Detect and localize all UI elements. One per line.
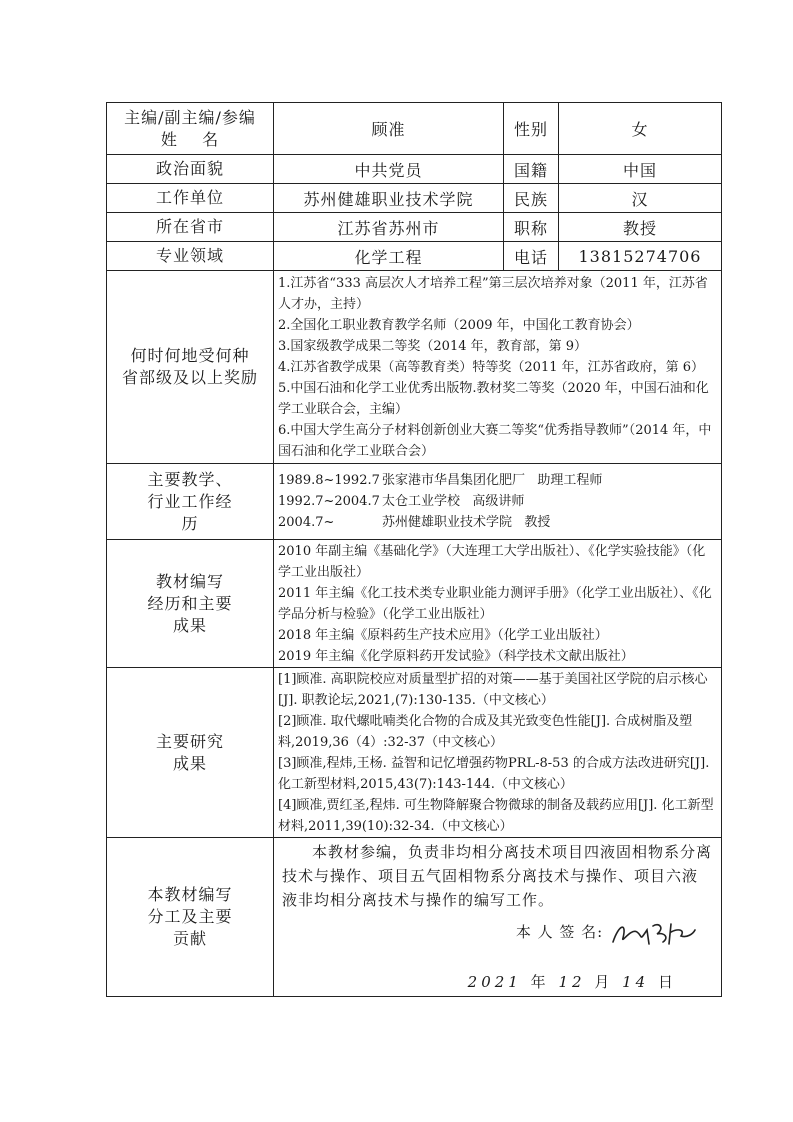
field-label: 专业领域 [107, 242, 274, 271]
textbook-item: 2011 年主编《化工技术类专业职业能力测评手册》（化学工业出版社）、《化学品分析与检验》（化学工业出版社） [278, 585, 712, 622]
name-row [107, 103, 722, 155]
role-content [274, 838, 722, 997]
textbook-item: 2018 年主编《原料药生产技术应用》（化学工业出版社） [278, 627, 608, 643]
work-content [274, 464, 722, 540]
title-value: 教授 [559, 213, 722, 242]
employer-value: 苏州健雄职业技术学院 [274, 184, 504, 213]
date-month-unit: 月 [594, 973, 614, 991]
nationality-value: 中国 [559, 155, 722, 184]
politics-value: 中共党员 [274, 155, 504, 184]
award-item: 1.江苏省“333 高层次人才培养工程”第三层次培养对象（2011 年，江苏省人才办，主持） [278, 275, 708, 312]
phone-value: 13815274706 [559, 242, 722, 271]
textbooks-row [107, 540, 722, 668]
textbooks-label-cell [107, 540, 274, 668]
date-day: 14 [622, 973, 650, 991]
awards-label-line2: 省部级及以上奖励 [121, 368, 258, 387]
research-item: [2]顾准. 取代螺吡喃类化合物的合成及其光致变色性能[J]. 合成树脂及塑料,2019,36（4）:32-37（中文核心） [278, 713, 693, 750]
work-label-line3: 历 [181, 513, 199, 533]
work-row [107, 464, 722, 540]
research-label-line1: 主要研究 [155, 731, 224, 751]
research-item: [4]顾准,贾红圣,程炜. 可生物降解聚合物微球的制备及载药应用[J]. 化工新型材料,2011,39(10):32-34.（中文核心） [278, 797, 714, 834]
field-value: 化学工程 [274, 242, 504, 271]
gender-value: 女 [559, 103, 722, 155]
work-item [278, 491, 717, 512]
role-label-line3: 贡献 [172, 929, 207, 948]
role-label-line1: 本教材编写 [147, 885, 233, 904]
textbooks-label-line2: 经历和主要 [147, 593, 233, 613]
name-label-line1: 主编/副主编/参编 [124, 107, 256, 127]
date-year-unit: 年 [530, 973, 550, 991]
work-label-line2: 行业工作经 [147, 491, 233, 511]
name-label-line2: 姓 名 [160, 129, 220, 149]
role-row [107, 838, 722, 997]
date-month: 12 [558, 973, 586, 991]
awards-label-cell [107, 271, 274, 464]
award-item: 4.江苏省教学成果（高等教育类）特等奖（2011 年，江苏省政府，第 6） [278, 359, 705, 375]
research-item: [3]顾准,程炜,王杨. 益智和记忆增强药物PRL-8-53 的合成方法改进研究[J]. 化工新型材料,2015,43(7):143-144.（中文核心） [278, 755, 710, 792]
award-item: 6.中国大学生高分子材料创新创业大赛二等奖“优秀指导教师”（2014 年，中国石油和化学工业联合会） [278, 422, 712, 459]
work-period: 2004.7~ [278, 515, 335, 530]
field-row [107, 242, 722, 271]
work-label-cell [107, 464, 274, 540]
title-label: 职称 [504, 213, 559, 242]
nationality-label: 国籍 [504, 155, 559, 184]
politics-row [107, 155, 722, 184]
date-year: 2021 [467, 973, 522, 991]
award-item: 2.全国化工职业教育教学名师（2009 年，中国化工教育协会） [278, 317, 640, 333]
signature-label: 本 人 签 名: [515, 923, 604, 941]
work-item [278, 512, 717, 533]
politics-label: 政治面貌 [107, 155, 274, 184]
textbook-item: 2010 年副主编《基础化学》（大连理工大学出版社）、《化学实验技能》（化学工业出版社） [278, 543, 706, 580]
author-info-table [106, 102, 722, 997]
province-label: 所在省市 [107, 213, 274, 242]
work-period: 1989.8~1992.7 [278, 473, 380, 488]
employer-row [107, 184, 722, 213]
research-label-line2: 成果 [172, 753, 207, 773]
work-detail: 张家港市华昌集团化肥厂 助理工程师 [382, 473, 603, 488]
research-content [274, 668, 722, 838]
role-label-line2: 分工及主要 [147, 907, 233, 926]
work-detail: 苏州健雄职业技术学院 教授 [382, 515, 551, 530]
work-label-line1: 主要教学、 [147, 469, 233, 489]
province-row [107, 213, 722, 242]
name-value: 顾准 [274, 103, 504, 155]
research-item: [1]顾准. 高职院校应对质量型扩招的对策——基于美国社区学院的启示核心[J]. 职教论坛,2021,(7):130-135.（中文核心） [278, 671, 708, 708]
textbooks-label-line1: 教材编写 [155, 571, 224, 591]
work-period: 1992.7~2004.7 [278, 494, 380, 509]
handwritten-signature [609, 918, 697, 948]
employer-label: 工作单位 [107, 184, 274, 213]
phone-label: 电话 [504, 242, 559, 271]
province-value: 江苏省苏州市 [274, 213, 504, 242]
name-label-cell [107, 103, 274, 155]
textbooks-label-line3: 成果 [172, 615, 207, 635]
ethnicity-value: 汉 [559, 184, 722, 213]
work-item [278, 470, 717, 491]
research-label-cell [107, 668, 274, 838]
role-label-cell [107, 838, 274, 997]
awards-row [107, 271, 722, 464]
awards-label-line1: 何时何地受何种 [130, 346, 250, 365]
award-item: 5.中国石油和化学工业优秀出版物.教材奖二等奖（2020 年，中国石油和化学工业联合会，主编） [278, 380, 709, 417]
textbook-item: 2019 年主编《化学原料药开发试验》（科学技术文献出版社） [278, 648, 634, 664]
research-row [107, 668, 722, 838]
signature-line [282, 918, 713, 948]
awards-content [274, 271, 722, 464]
signature-date [282, 970, 713, 994]
date-day-unit: 日 [657, 973, 677, 991]
gender-label: 性别 [504, 103, 559, 155]
ethnicity-label: 民族 [504, 184, 559, 213]
work-detail: 太仓工业学校 高级讲师 [382, 494, 525, 509]
role-text: 本教材参编，负责非均相分离技术项目四液固相物系分离技术与操作、项目五气固相物系分离技术与操作、项目六液液非均相分离技术与操作的编写工作。 [282, 843, 713, 909]
textbooks-content [274, 540, 722, 668]
award-item: 3.国家级教学成果二等奖（2014 年，教育部，第 9） [278, 338, 588, 354]
